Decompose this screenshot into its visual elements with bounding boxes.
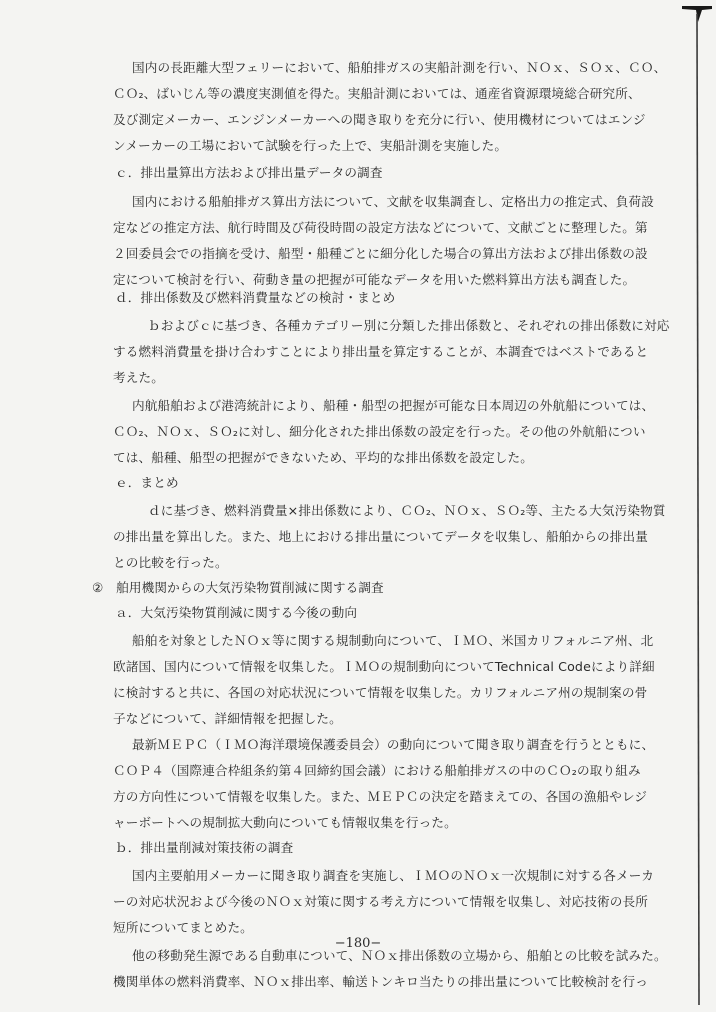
text-line: 船舶を対象としたＮＯｘ等に関する規制動向について、ＩＭＯ、米国カリフォルニア州、北 [132,633,654,648]
text-line: に検討すると共に、各国の対応状況について情報を収集した。カリフォルニア州の規制案の骨 [113,685,648,700]
text-line: ｂおよびｃに基づき、各種カテゴリー別に分類した排出係数と、それぞれの排出係数に対応 [148,318,670,333]
text-line: ｃ．排出量算出方法および排出量データの調査 [115,165,383,180]
text-line: ＣＯ₂、ＮＯｘ、ＳＯ₂に対し、細分化された排出係数の設定を行った。その他の外航船につい [113,424,646,439]
text-line: ては、船種、船型の把握ができないため、平均的な排出係数を設定した。 [113,450,534,465]
text-line: する燃料消費量を掛け合わすことにより排出量を算定することが、本調査ではベストであると [113,344,649,359]
text-line: ｂ．排出量削減対策技術の調査 [115,840,294,855]
text-line: 欧諸国、国内について情報を収集した。ＩＭＯの規制動向についてTechnical Codeにより詳細 [113,659,655,674]
text-line: 機関単体の燃料消費率、ＮＯｘ排出率、輸送トンキロ当たりの排出量について比較検討を行っ [113,974,648,989]
text-line: 国内主要舶用メーカーに聞き取り調査を実施し、ＩＭＯのＮＯｘ一次規制に対する各メーカ [132,868,654,883]
page-number: −180− [334,936,382,951]
text-line: 最新ＭＥＰＣ（ＩＭＯ海洋環境保護委員会）の動向について聞き取り調査を行うとともに、 [132,737,655,752]
text-line: ａ．大気汚染物質削減に関する今後の動向 [115,605,358,620]
text-line: 方の方向性について情報を収集した。また、ＭＥＰＣの決定を踏まえての、各国の漁船やレジ [113,789,648,804]
text-line: の排出量を算出した。また、地上における排出量についてデータを収集し、船舶からの排出量 [113,529,648,544]
text-line: ｄに基づき、燃料消費量×排出係数により、ＣＯ₂、ＮＯｘ、ＳＯ₂等、主たる大気汚染物質 [148,503,666,518]
text-line: ② 舶用機関からの大気汚染物質削減に関する調査 [92,580,384,595]
text-line: 及び測定メーカー、エンジンメーカーへの聞き取りを充分に行い、使用機材についてはエンジ [113,112,646,127]
text-line: ーの対応状況および今後のＮＯｘ対策に関する考え方について情報を収集し、対応技術の長所 [113,894,648,909]
text-line: ｅ．まとめ [115,475,179,490]
text-line: との比較を行った。 [113,555,228,570]
text-line: 内航船舶および港湾統計により、船種・船型の把握が可能な日本周辺の外航船については、 [132,398,655,413]
text-line: ＣＯＰ４（国際連合枠組条約第４回締約国会議）における船舶排ガスの中のＣＯ₂の取り組み [113,763,641,778]
text-line: 定などの推定方法、航行時間及び荷役時間の設定方法などについて、文献ごとに整理した。第 [113,220,648,235]
text-line: 国内の長距離大型フェリーにおいて、船舶排ガスの実船計測を行い、ＮＯｘ、ＳＯｘ、ＣＯ、 [132,60,667,75]
text-line: 短所についてまとめた。 [113,920,253,935]
text-line: ｄ．排出係数及び燃料消費量などの検討・まとめ [115,290,396,305]
text-line: ンメーカーの工場において試験を行った上で、実船計測を実施した。 [113,138,508,153]
text-line: 国内における船舶排ガス算出方法について、文献を収集調査し、定格出力の推定式、負荷設 [132,194,654,209]
binding-edge-mark [668,0,716,1012]
text-line: 考えた。 [113,370,164,385]
text-line: 子などについて、詳細情報を把握した。 [113,711,342,726]
text-line: 定について検討を行い、荷動き量の把握が可能なデータを用いた燃料算出方法も調査した。 [113,272,636,287]
text-line: ＣＯ₂、ばいじん等の濃度実測値を得た。実船計測においては、通産省資源環境総合研究所、 [113,86,641,101]
text-line: 他の移動発生源である自動車について、ＮＯｘ排出係数の立場から、船舶との比較を試みた。 [132,948,667,963]
text-line: ャーボートへの規制拡大動向についても情報収集を行った。 [113,815,457,830]
text-line: ２回委員会での指摘を受け、船型・船種ごとに細分化した場合の算出方法および排出係数の設 [113,246,648,261]
